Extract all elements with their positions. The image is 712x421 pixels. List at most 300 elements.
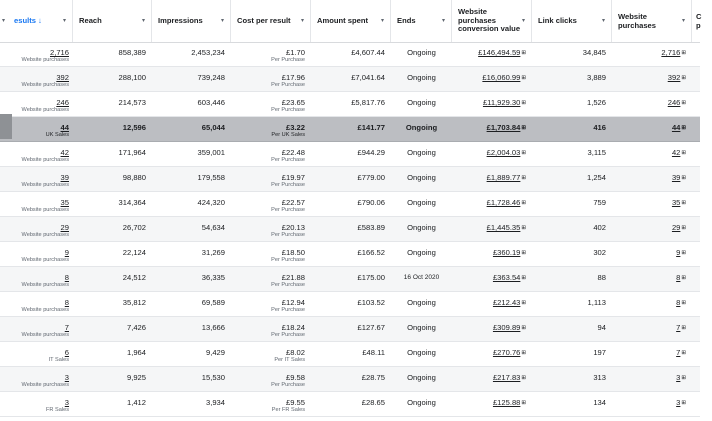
cost-per-result-value: £9.55 [285, 398, 305, 407]
website-purchases-cell [612, 42, 692, 67]
column-header-conversion-value[interactable] [452, 0, 532, 42]
results-value[interactable]: 29 [60, 223, 69, 232]
reach-value: 214,573 [118, 98, 146, 107]
ends-cell [391, 317, 452, 342]
ends-value: Ongoing [407, 348, 436, 357]
table-row[interactable] [0, 367, 700, 392]
conversion-value-text[interactable]: £270.76 [492, 348, 521, 357]
website-purchases-text[interactable]: 44 [671, 123, 681, 132]
ends-value: Ongoing [407, 73, 436, 82]
result-type-label: Website purchases [21, 257, 69, 263]
external-link-icon[interactable]: ⊞ [521, 200, 526, 206]
column-label-line: purchases [618, 20, 656, 30]
external-link-icon[interactable]: ⊞ [681, 75, 686, 81]
table-row[interactable] [0, 342, 700, 367]
website-purchases-cell [612, 342, 692, 367]
conversion-value-text[interactable]: £1,728.46 [486, 198, 521, 207]
reach-value: 35,812 [122, 298, 146, 307]
website-purchases-text[interactable]: 392 [667, 73, 681, 82]
cost-per-result-value: £22.57 [281, 198, 305, 207]
link-clicks-value: 1,526 [586, 98, 606, 107]
link-clicks-cell [532, 42, 612, 67]
table-row[interactable] [0, 267, 700, 292]
website-purchases-text[interactable]: 2,716 [661, 48, 681, 57]
ends-value: Ongoing [407, 173, 436, 182]
link-clicks-cell [532, 92, 612, 117]
external-link-icon[interactable]: ⊞ [521, 125, 526, 131]
amount-spent-value: £4,607.44 [351, 48, 385, 57]
chevron-down-icon[interactable]: ▾ [521, 18, 525, 24]
cost-per-result-value: £12.94 [281, 298, 305, 307]
amount-spent-cell [311, 367, 391, 392]
impressions-value: 15,530 [201, 373, 225, 382]
reach-cell [73, 217, 152, 242]
column-label-impressions: Impressions [158, 15, 203, 25]
amount-spent-cell [311, 242, 391, 267]
table-row[interactable] [0, 242, 700, 267]
external-link-icon[interactable]: ⊞ [521, 375, 526, 381]
external-link-icon[interactable]: ⊞ [681, 175, 686, 181]
reach-cell [73, 267, 152, 292]
results-value[interactable]: 2,716 [49, 48, 69, 57]
column-label-next [696, 13, 701, 30]
conversion-value-text[interactable]: £363.54 [492, 273, 521, 282]
external-link-icon[interactable]: ⊞ [521, 300, 526, 306]
link-clicks-cell [532, 317, 612, 342]
cost-per-result-value: £18.50 [281, 248, 305, 257]
result-type-label: Website purchases [21, 107, 69, 113]
results-cell [0, 67, 73, 92]
website-purchases-cell [612, 192, 692, 217]
cost-per-result-value: £9.58 [285, 373, 305, 382]
results-value[interactable]: 35 [60, 198, 69, 207]
impressions-cell [152, 267, 231, 292]
link-clicks-value: 759 [593, 198, 606, 207]
conversion-value-text[interactable]: £217.83 [492, 373, 521, 382]
external-link-icon[interactable]: ⊞ [521, 350, 526, 356]
chevron-down-icon[interactable]: ▾ [220, 18, 224, 24]
reach-value: 1,412 [126, 398, 146, 407]
results-cell [0, 242, 73, 267]
ends-cell [391, 142, 452, 167]
reach-value: 12,596 [122, 123, 146, 132]
link-clicks-cell [532, 142, 612, 167]
impressions-cell [152, 317, 231, 342]
conversion-value-text[interactable]: £360.19 [492, 248, 521, 257]
cost-per-result-cell [231, 367, 311, 392]
column-header-cost-per-result[interactable] [231, 0, 311, 42]
amount-spent-cell [311, 67, 391, 92]
cost-per-result-unit: Per Purchase [271, 257, 305, 263]
website-purchases-value[interactable] [661, 48, 686, 57]
amount-spent-cell [311, 192, 391, 217]
conversion-value-text[interactable]: £11,929.30 [482, 98, 521, 107]
table-row[interactable] [0, 142, 700, 167]
website-purchases-value[interactable] [672, 173, 686, 182]
cost-per-result-unit: Per Purchase [271, 307, 305, 313]
amount-spent-value: £141.77 [357, 123, 385, 132]
conversion-value[interactable] [493, 348, 526, 357]
result-type-label: Website purchases [21, 382, 69, 388]
conversion-value[interactable] [493, 248, 526, 257]
ends-value: Ongoing [407, 198, 436, 207]
link-clicks-value: 1,113 [587, 298, 606, 307]
conversion-value-text[interactable]: £309.89 [492, 323, 521, 332]
cost-per-result-cell [231, 242, 311, 267]
result-type-label: Website purchases [21, 307, 69, 313]
results-cell [0, 367, 73, 392]
ends-cell [391, 242, 452, 267]
conversion-value[interactable] [493, 398, 526, 407]
results-cell [0, 317, 73, 342]
conversion-value-cell [452, 317, 532, 342]
chevron-down-icon[interactable]: ▾ [300, 18, 304, 24]
conversion-value[interactable] [482, 73, 526, 82]
cost-per-result-unit: Per Purchase [271, 107, 305, 113]
impressions-value: 424,320 [197, 198, 225, 207]
table-row[interactable] [0, 317, 700, 342]
link-clicks-cell [532, 167, 612, 192]
conversion-value[interactable] [487, 123, 526, 132]
amount-spent-value: £583.89 [357, 223, 385, 232]
column-label-reach: Reach [79, 15, 102, 25]
website-purchases-value[interactable] [668, 98, 686, 107]
impressions-cell [152, 392, 231, 417]
results-value[interactable]: 9 [64, 248, 69, 257]
link-clicks-cell [532, 367, 612, 392]
link-clicks-cell [532, 342, 612, 367]
website-purchases-cell [612, 217, 692, 242]
column-label-ends: Ends [397, 15, 416, 25]
amount-spent-value: £5,817.76 [351, 98, 385, 107]
ends-cell [391, 342, 452, 367]
column-header-next[interactable] [692, 0, 712, 42]
website-purchases-value[interactable] [676, 348, 686, 357]
results-value[interactable]: 3 [64, 373, 69, 382]
table-header [0, 0, 700, 43]
cost-per-result-cell [231, 92, 311, 117]
website-purchases-value[interactable] [672, 123, 686, 132]
results-value[interactable]: 44 [60, 123, 69, 132]
link-clicks-value: 402 [593, 223, 606, 232]
ends-cell [391, 217, 452, 242]
amount-spent-cell [311, 267, 391, 292]
ends-value: Ongoing [407, 248, 436, 257]
column-header-website-purchases[interactable] [612, 0, 692, 42]
link-clicks-value: 3,889 [586, 73, 606, 82]
table-row[interactable] [0, 42, 700, 67]
results-value[interactable]: 3 [64, 398, 69, 407]
result-type-label: UK Sales [45, 132, 69, 138]
link-clicks-value: 88 [597, 273, 606, 282]
external-link-icon[interactable]: ⊞ [681, 150, 686, 156]
amount-spent-cell [311, 292, 391, 317]
website-purchases-text[interactable]: 3 [676, 398, 681, 407]
reach-cell [73, 42, 152, 67]
reach-value: 171,964 [118, 148, 146, 157]
cost-per-result-cell [231, 192, 311, 217]
amount-spent-cell [311, 342, 391, 367]
link-clicks-value: 34,845 [582, 48, 606, 57]
cost-per-result-cell [231, 267, 311, 292]
table-row[interactable] [0, 67, 700, 92]
website-purchases-cell [612, 317, 692, 342]
result-type-label: Website purchases [21, 282, 69, 288]
website-purchases-text[interactable]: 8 [676, 298, 681, 307]
column-label-line: Website [618, 12, 647, 21]
link-clicks-cell [532, 217, 612, 242]
website-purchases-text[interactable]: 9 [676, 248, 681, 257]
external-link-icon[interactable]: ⊞ [521, 75, 526, 81]
website-purchases-cell [612, 292, 692, 317]
link-clicks-cell [532, 292, 612, 317]
conversion-value-cell [452, 367, 532, 392]
external-link-icon[interactable]: ⊞ [521, 100, 526, 106]
results-value[interactable]: 39 [60, 173, 69, 182]
results-cell [0, 342, 73, 367]
website-purchases-value[interactable] [672, 223, 686, 232]
link-clicks-cell [532, 392, 612, 417]
website-purchases-value[interactable] [676, 273, 686, 282]
cost-per-result-cell [231, 342, 311, 367]
conversion-value-text[interactable]: £125.88 [492, 398, 521, 407]
conversion-value-cell [452, 42, 532, 67]
column-label-conversion-value [458, 8, 520, 34]
website-purchases-value[interactable] [672, 198, 686, 207]
cost-per-result-value: £21.88 [281, 273, 305, 282]
chevron-down-icon[interactable]: ▾ [380, 18, 384, 24]
chevron-down-icon[interactable]: ▾ [141, 18, 145, 24]
result-type-label: Website purchases [21, 57, 69, 63]
reach-value: 9,925 [126, 373, 146, 382]
conversion-value[interactable] [493, 323, 526, 332]
chevron-down-icon[interactable]: ▾ [441, 18, 445, 24]
website-purchases-value[interactable] [676, 323, 686, 332]
conversion-value-cell [452, 192, 532, 217]
website-purchases-cell [612, 367, 692, 392]
external-link-icon[interactable]: ⊞ [681, 200, 686, 206]
conversion-value-text[interactable]: £212.43 [492, 298, 521, 307]
reach-cell [73, 192, 152, 217]
conversion-value[interactable] [493, 298, 526, 307]
conversion-value-text[interactable]: £1,445.35 [486, 223, 521, 232]
website-purchases-text[interactable]: 35 [671, 198, 681, 207]
reach-value: 98,880 [122, 173, 146, 182]
amount-spent-value: £779.00 [357, 173, 385, 182]
conversion-value[interactable] [487, 223, 526, 232]
website-purchases-text[interactable]: 29 [671, 223, 681, 232]
results-value[interactable]: 6 [64, 348, 69, 357]
column-header-ends[interactable] [391, 0, 452, 42]
results-value[interactable]: 246 [56, 98, 69, 107]
amount-spent-cell [311, 317, 391, 342]
external-link-icon[interactable]: ⊞ [681, 300, 686, 306]
website-purchases-value[interactable] [676, 248, 686, 257]
cost-per-result-cell [231, 42, 311, 67]
external-link-icon[interactable]: ⊞ [521, 325, 526, 331]
external-link-icon[interactable]: ⊞ [681, 275, 686, 281]
table-row[interactable] [0, 167, 700, 192]
cost-per-result-value: £20.13 [281, 223, 305, 232]
row-selection-marker [0, 114, 12, 139]
table-row[interactable] [0, 392, 700, 417]
external-link-icon[interactable]: ⊞ [681, 400, 686, 406]
results-cell [0, 267, 73, 292]
cost-per-result-cell [231, 317, 311, 342]
website-purchases-value[interactable] [676, 398, 686, 407]
conversion-value-text[interactable]: £1,889.77 [486, 173, 521, 182]
conversion-value[interactable] [493, 273, 526, 282]
column-header-impressions[interactable] [152, 0, 231, 42]
ends-value: Ongoing [407, 298, 436, 307]
table-row[interactable] [0, 217, 700, 242]
external-link-icon[interactable]: ⊞ [681, 350, 686, 356]
website-purchases-value[interactable] [672, 148, 686, 157]
cost-per-result-cell [231, 67, 311, 92]
column-label-cost-per-result: Cost per result [237, 15, 291, 25]
conversion-value[interactable] [487, 148, 526, 157]
amount-spent-cell [311, 142, 391, 167]
results-value[interactable]: 7 [64, 323, 69, 332]
cost-per-result-unit: Per Purchase [271, 382, 305, 388]
external-link-icon[interactable]: ⊞ [521, 250, 526, 256]
website-purchases-text[interactable]: 3 [676, 373, 681, 382]
column-header-results[interactable] [0, 0, 73, 42]
column-label-amount-spent: Amount spent [317, 15, 369, 25]
conversion-value-cell [452, 117, 532, 142]
external-link-icon[interactable]: ⊞ [681, 50, 686, 56]
conversion-value[interactable] [478, 48, 526, 57]
ends-value: Ongoing [407, 148, 436, 157]
conversion-value-cell [452, 92, 532, 117]
external-link-icon[interactable]: ⊞ [521, 50, 526, 56]
cost-per-result-value: £22.48 [281, 148, 305, 157]
cost-per-result-cell [231, 117, 311, 142]
impressions-value: 179,558 [197, 173, 225, 182]
column-label-line: Website [458, 7, 487, 16]
external-link-icon[interactable]: ⊞ [521, 175, 526, 181]
website-purchases-text[interactable]: 8 [676, 273, 681, 282]
website-purchases-value[interactable] [676, 298, 686, 307]
reach-cell [73, 342, 152, 367]
ends-cell [391, 167, 452, 192]
column-header-amount-spent[interactable] [311, 0, 391, 42]
results-value[interactable]: 42 [60, 148, 69, 157]
conversion-value-text[interactable]: £1,703.84 [486, 123, 521, 132]
results-value[interactable]: 8 [64, 273, 69, 282]
column-header-reach[interactable] [73, 0, 152, 42]
conversion-value[interactable] [487, 173, 526, 182]
conversion-value-cell [452, 217, 532, 242]
cost-per-result-unit: Per Purchase [271, 207, 305, 213]
conversion-value[interactable] [487, 198, 526, 207]
website-purchases-value[interactable] [668, 73, 686, 82]
column-header-link-clicks[interactable] [532, 0, 612, 42]
table-row[interactable] [0, 292, 700, 317]
cost-per-result-unit: Per IT Sales [274, 357, 305, 363]
link-clicks-cell [532, 242, 612, 267]
cost-per-result-cell [231, 217, 311, 242]
chevron-down-icon[interactable]: ▾ [2, 18, 6, 24]
conversion-value-text[interactable]: £146,494.59 [478, 48, 521, 57]
external-link-icon[interactable]: ⊞ [681, 375, 686, 381]
website-purchases-value[interactable] [676, 373, 686, 382]
ends-value: Ongoing [405, 123, 438, 132]
sort-descending-icon: ↓ [38, 15, 42, 25]
impressions-cell [152, 367, 231, 392]
cost-per-result-unit: Per FR Sales [271, 407, 305, 413]
website-purchases-text[interactable]: 7 [676, 348, 681, 357]
external-link-icon[interactable]: ⊞ [681, 100, 686, 106]
cost-per-result-unit: Per Purchase [271, 82, 305, 88]
cost-per-result-value: £23.65 [281, 98, 305, 107]
external-link-icon[interactable]: ⊞ [521, 225, 526, 231]
impressions-value: 2,453,234 [191, 48, 225, 57]
reach-cell [73, 367, 152, 392]
ends-value: Ongoing [407, 98, 436, 107]
chevron-down-icon[interactable]: ▾ [601, 18, 605, 24]
table-row[interactable] [0, 192, 700, 217]
results-cell [0, 42, 73, 67]
ends-value: Ongoing [407, 398, 436, 407]
impressions-value: 36,335 [201, 273, 225, 282]
result-type-label: FR Sales [45, 407, 69, 413]
chevron-down-icon[interactable]: ▾ [681, 18, 685, 24]
link-clicks-cell [532, 67, 612, 92]
external-link-icon[interactable]: ⊞ [681, 225, 686, 231]
impressions-value: 739,248 [197, 73, 225, 82]
ends-cell [391, 392, 452, 417]
impressions-cell [152, 242, 231, 267]
website-purchases-cell [612, 167, 692, 192]
impressions-cell [152, 292, 231, 317]
external-link-icon[interactable]: ⊞ [521, 275, 526, 281]
column-label-results: esults [14, 15, 36, 25]
amount-spent-cell [311, 392, 391, 417]
table-row[interactable] [0, 92, 700, 117]
conversion-value-text[interactable]: £16,060.99 [482, 73, 521, 82]
website-purchases-text[interactable]: 246 [667, 98, 681, 107]
website-purchases-text[interactable]: 42 [671, 148, 681, 157]
chevron-down-icon[interactable]: ▾ [62, 18, 66, 24]
column-label-website-purchases [618, 13, 656, 30]
impressions-value: 603,446 [197, 98, 225, 107]
ends-cell [391, 42, 452, 67]
impressions-value: 9,429 [205, 348, 225, 357]
table-row[interactable] [0, 117, 700, 142]
results-value[interactable]: 392 [56, 73, 69, 82]
amount-spent-value: £127.67 [357, 323, 385, 332]
amount-spent-value: £175.00 [357, 273, 385, 282]
impressions-cell [152, 142, 231, 167]
website-purchases-text[interactable]: 39 [671, 173, 681, 182]
amount-spent-value: £103.52 [357, 298, 385, 307]
conversion-value[interactable] [483, 98, 526, 107]
external-link-icon[interactable]: ⊞ [681, 325, 686, 331]
conversion-value-text[interactable]: £2,004.03 [486, 148, 521, 157]
results-value[interactable]: 8 [64, 298, 69, 307]
website-purchases-text[interactable]: 7 [676, 323, 681, 332]
external-link-icon[interactable]: ⊞ [521, 150, 526, 156]
external-link-icon[interactable]: ⊞ [521, 400, 526, 406]
external-link-icon[interactable]: ⊞ [681, 125, 686, 131]
results-cell [0, 392, 73, 417]
website-purchases-cell [612, 92, 692, 117]
conversion-value-cell [452, 67, 532, 92]
conversion-value[interactable] [493, 373, 526, 382]
external-link-icon[interactable]: ⊞ [681, 250, 686, 256]
website-purchases-cell [612, 117, 692, 142]
